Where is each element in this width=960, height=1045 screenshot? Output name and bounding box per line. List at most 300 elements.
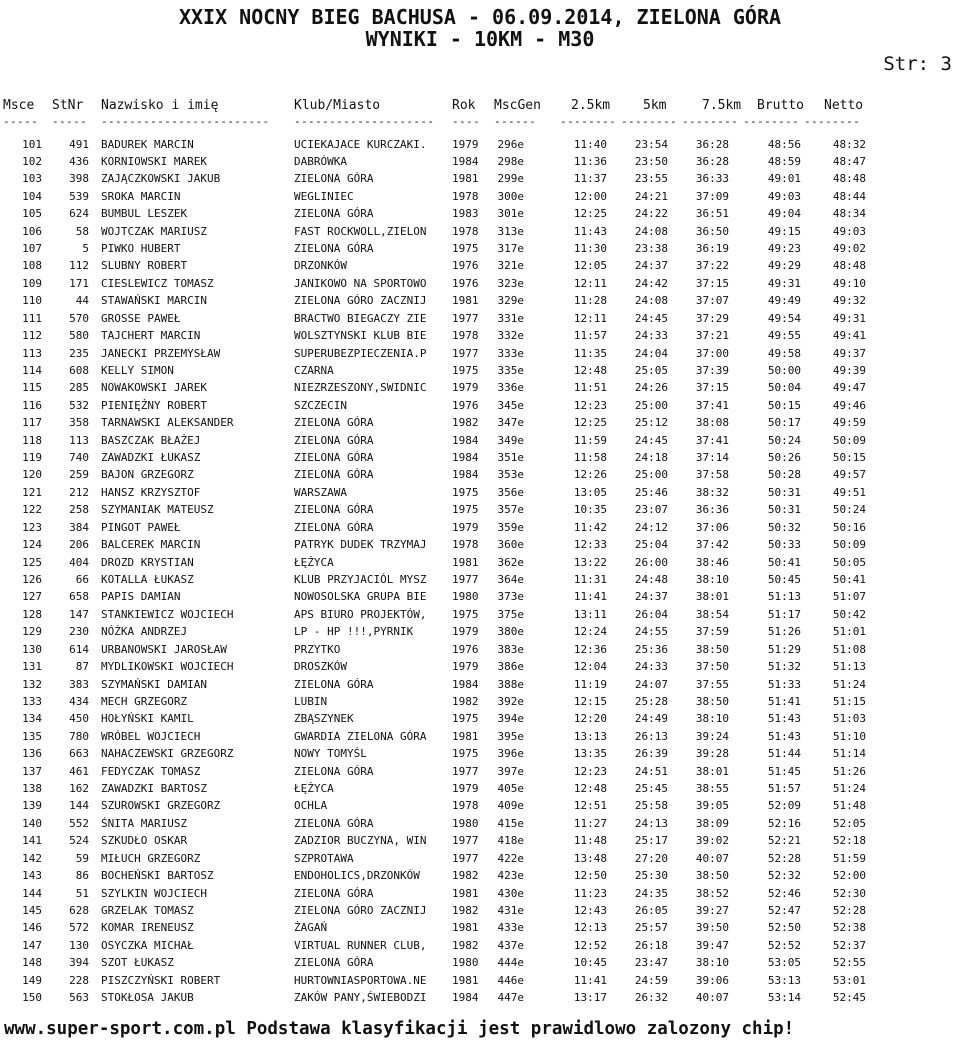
table-row — [0, 728, 960, 745]
cell-split-2-5km: 12:48 — [573, 363, 607, 377]
cell-name: PISZCZYŃSKI ROBERT — [101, 973, 221, 987]
cell-name: OSYCZKA MICHAŁ — [101, 938, 194, 952]
cell-netto: 49:39 — [832, 363, 866, 377]
cell-split-2-5km: 13:05 — [573, 485, 607, 499]
cell-year: 1981 — [452, 555, 479, 569]
cell-mscgen: 433e — [497, 921, 524, 935]
cell-mscgen: 430e — [497, 886, 524, 900]
cell-club: ZIELONA GÓRA — [294, 956, 374, 970]
cell-club: NOWOSOLSKA GRUPA BIE — [294, 590, 427, 604]
cell-mscgen: 437e — [497, 938, 524, 952]
cell-split-7-5km: 37:21 — [695, 329, 729, 343]
cell-name: ZAJĄCZKOWSKI JAKUB — [101, 172, 221, 186]
table-row — [0, 641, 960, 658]
cell-name: PIWKO HUBERT — [101, 242, 181, 256]
cell-bib: 614 — [69, 642, 89, 656]
cell-brutto: 52:32 — [767, 869, 801, 883]
cell-split-5km: 25:17 — [634, 834, 668, 848]
cell-split-5km: 23:54 — [634, 137, 668, 151]
cell-netto: 52:30 — [832, 886, 866, 900]
cell-year: 1975 — [452, 242, 479, 256]
cell-split-7-5km: 37:59 — [695, 625, 729, 639]
cell-netto: 48:32 — [832, 137, 866, 151]
table-row — [0, 972, 960, 989]
cell-split-2-5km: 12:51 — [573, 799, 607, 813]
col-mscgen: MscGen — [494, 98, 541, 113]
cell-year: 1977 — [452, 573, 479, 586]
cell-brutto: 51:45 — [767, 764, 801, 778]
cell-bib: 398 — [69, 172, 89, 186]
cell-club: APS BIURO PROJEKTÓW, — [294, 607, 427, 621]
cell-split-7-5km: 38:10 — [695, 712, 729, 726]
cell-year: 1975 — [452, 503, 479, 517]
cell-split-5km: 23:38 — [634, 242, 668, 256]
cell-split-2-5km: 13:11 — [573, 607, 607, 621]
cell-club: ZIELONA GÓRA — [294, 433, 374, 447]
cell-place: 144 — [22, 886, 42, 900]
col-5km: 5km — [643, 98, 667, 113]
cell-netto: 49:59 — [832, 416, 866, 430]
cell-netto: 50:05 — [832, 555, 866, 569]
table-row — [0, 292, 960, 309]
cell-netto: 52:00 — [832, 869, 866, 883]
cell-brutto: 53:14 — [767, 991, 801, 1005]
cell-place: 146 — [22, 921, 42, 935]
cell-mscgen: 359e — [497, 520, 524, 534]
cell-split-2-5km: 11:27 — [573, 816, 607, 830]
cell-name: MECH GRZEGORZ — [101, 694, 188, 708]
cell-split-5km: 24:07 — [634, 677, 668, 691]
cell-netto: 48:34 — [832, 207, 866, 221]
cell-split-5km: 24:18 — [634, 451, 668, 465]
cell-mscgen: 296e — [497, 137, 524, 151]
cell-mscgen: 360e — [497, 538, 524, 552]
table-row — [0, 780, 960, 797]
cell-brutto: 53:13 — [767, 973, 801, 987]
cell-split-5km: 25:05 — [634, 363, 668, 377]
cell-split-2-5km: 12:25 — [573, 416, 607, 430]
cell-year: 1976 — [452, 398, 479, 412]
cell-place: 135 — [22, 729, 42, 743]
cell-name: PIENIĘŻNY ROBERT — [101, 398, 207, 412]
cell-bib: 624 — [69, 207, 89, 221]
cell-split-2-5km: 11:28 — [573, 294, 607, 308]
cell-split-5km: 24:13 — [634, 816, 668, 830]
cell-club: NIEZRZESZONY,SWIDNIC — [294, 381, 427, 395]
cell-split-5km: 24:26 — [634, 381, 668, 395]
cell-brutto: 48:59 — [767, 154, 801, 168]
cell-brutto: 50:45 — [767, 573, 801, 586]
cell-brutto: 49:55 — [767, 329, 801, 343]
cell-split-5km: 24:59 — [634, 973, 668, 987]
cell-split-7-5km: 39:05 — [695, 799, 729, 813]
cell-club: ZIELONA GÓRA — [294, 416, 374, 430]
cell-netto: 48:48 — [832, 172, 866, 186]
cell-place: 126 — [22, 573, 42, 586]
cell-name: ZAWADZKI ŁUKASZ — [101, 451, 201, 465]
cell-split-7-5km: 37:09 — [695, 189, 729, 203]
cell-split-5km: 24:22 — [634, 207, 668, 221]
cell-brutto: 49:01 — [767, 172, 801, 186]
cell-mscgen: 422e — [497, 851, 524, 865]
cell-split-5km: 25:30 — [634, 869, 668, 883]
cell-year: 1981 — [452, 921, 479, 935]
cell-split-2-5km: 12:36 — [573, 642, 607, 656]
cell-year: 1978 — [452, 799, 479, 813]
table-row — [0, 223, 960, 240]
table-row — [0, 188, 960, 205]
cell-netto: 48:44 — [832, 189, 866, 203]
cell-split-7-5km: 37:15 — [695, 276, 729, 290]
cell-split-2-5km: 11:37 — [573, 172, 607, 186]
cell-year: 1981 — [452, 729, 479, 743]
cell-split-5km: 24:08 — [634, 224, 668, 238]
cell-club: NOWY TOMYŚL — [294, 747, 367, 761]
cell-split-5km: 24:37 — [634, 259, 668, 273]
cell-place: 104 — [22, 189, 42, 203]
table-row — [0, 466, 960, 483]
cell-split-7-5km: 37:50 — [695, 660, 729, 674]
cell-bib: 206 — [69, 538, 89, 552]
cell-split-5km: 25:45 — [634, 782, 668, 796]
cell-netto: 52:45 — [832, 991, 866, 1005]
table-row — [0, 136, 960, 153]
cell-year: 1975 — [452, 363, 479, 377]
cell-split-7-5km: 37:41 — [695, 433, 729, 447]
cell-netto: 49:37 — [832, 346, 866, 360]
cell-bib: 5 — [82, 242, 89, 256]
cell-place: 117 — [22, 416, 42, 430]
cell-club: ŁĘŻYCA — [294, 782, 334, 796]
cell-split-5km: 24:42 — [634, 276, 668, 290]
cell-name: NAHACZEWSKI GRZEGORZ — [101, 747, 234, 761]
cell-netto: 51:24 — [832, 782, 866, 796]
cell-split-5km: 24:21 — [634, 189, 668, 203]
cell-brutto: 49:54 — [767, 311, 801, 325]
cell-place: 150 — [22, 991, 42, 1005]
cell-place: 118 — [22, 433, 42, 447]
cell-mscgen: 336e — [497, 381, 524, 395]
cell-mscgen: 396e — [497, 747, 524, 761]
cell-split-7-5km: 39:47 — [695, 938, 729, 952]
cell-bib: 66 — [75, 573, 89, 586]
cell-bib: 113 — [69, 433, 89, 447]
cell-place: 136 — [22, 747, 42, 761]
cell-mscgen: 386e — [497, 660, 524, 674]
cell-brutto: 49:49 — [767, 294, 801, 308]
cell-netto: 50:42 — [832, 607, 866, 621]
cell-club: ZIELONA GÓRA — [294, 764, 374, 778]
cell-brutto: 49:23 — [767, 242, 801, 256]
cell-split-5km: 23:07 — [634, 503, 668, 517]
cell-name: KELLY SIMON — [101, 363, 174, 377]
cell-mscgen: 299e — [497, 172, 524, 186]
cell-split-7-5km: 38:54 — [695, 607, 729, 621]
table-row — [0, 989, 960, 1006]
cell-place: 128 — [22, 607, 42, 621]
cell-netto: 48:48 — [832, 259, 866, 273]
table-row — [0, 432, 960, 449]
cell-year: 1983 — [452, 207, 479, 221]
cell-netto: 49:32 — [832, 294, 866, 308]
cell-name: PAPIS DAMIAN — [101, 590, 181, 604]
cell-split-5km: 24:45 — [634, 433, 668, 447]
cell-name: TARNAWSKI ALEKSANDER — [101, 416, 234, 430]
cell-netto: 49:02 — [832, 242, 866, 256]
cell-brutto: 51:33 — [767, 677, 801, 691]
cell-split-2-5km: 11:57 — [573, 329, 607, 343]
cell-place: 119 — [22, 451, 42, 465]
table-row — [0, 745, 960, 762]
cell-mscgen: 313e — [497, 224, 524, 238]
cell-split-2-5km: 11:40 — [573, 137, 607, 151]
cell-name: BAJON GRZEGORZ — [101, 468, 194, 482]
cell-brutto: 51:32 — [767, 660, 801, 674]
cell-brutto: 50:17 — [767, 416, 801, 430]
cell-year: 1984 — [452, 468, 479, 482]
cell-bib: 663 — [69, 747, 89, 761]
cell-year: 1982 — [452, 416, 479, 430]
cell-split-2-5km: 12:23 — [573, 764, 607, 778]
col-netto: Netto — [824, 98, 864, 113]
cell-split-7-5km: 38:08 — [695, 416, 729, 430]
cell-name: BUMBUL LESZEK — [101, 207, 188, 221]
divider-name: ------------------------ — [101, 115, 270, 128]
cell-brutto: 51:57 — [767, 782, 801, 796]
cell-place: 133 — [22, 694, 42, 708]
cell-place: 102 — [22, 154, 42, 168]
cell-name: SLUBNY ROBERT — [101, 259, 188, 273]
cell-split-7-5km: 40:07 — [695, 851, 729, 865]
cell-netto: 52:55 — [832, 956, 866, 970]
cell-place: 121 — [22, 485, 42, 499]
cell-mscgen: 332e — [497, 329, 524, 343]
cell-year: 1982 — [452, 869, 479, 883]
table-row — [0, 536, 960, 553]
cell-split-2-5km: 11:43 — [573, 224, 607, 238]
cell-netto: 49:03 — [832, 224, 866, 238]
cell-bib: 608 — [69, 363, 89, 377]
cell-club: KLUB PRZYJACIÓL MYSZ — [294, 573, 427, 586]
cell-bib: 434 — [69, 694, 89, 708]
cell-split-7-5km: 39:27 — [695, 903, 729, 917]
cell-netto: 51:08 — [832, 642, 866, 656]
cell-name: ZAWADZKI BARTOSZ — [101, 782, 207, 796]
cell-split-7-5km: 37:22 — [695, 259, 729, 273]
table-row — [0, 658, 960, 675]
cell-year: 1984 — [452, 451, 479, 465]
table-row — [0, 815, 960, 832]
cell-bib: 87 — [75, 660, 89, 674]
table-row — [0, 797, 960, 814]
cell-split-7-5km: 39:02 — [695, 834, 729, 848]
cell-split-5km: 24:55 — [634, 625, 668, 639]
cell-place: 131 — [22, 660, 42, 674]
cell-club: PRZYTKO — [294, 642, 341, 656]
cell-mscgen: 335e — [497, 363, 524, 377]
cell-year: 1977 — [452, 851, 479, 865]
cell-mscgen: 397e — [497, 764, 524, 778]
table-row — [0, 275, 960, 292]
cell-split-5km: 24:04 — [634, 346, 668, 360]
cell-netto: 49:51 — [832, 485, 866, 499]
cell-place: 110 — [22, 294, 42, 308]
divider-brutto: -------- — [743, 115, 800, 128]
cell-split-5km: 23:47 — [634, 956, 668, 970]
cell-club: ZIELONA GÓRA — [294, 886, 374, 900]
cell-split-2-5km: 12:52 — [573, 938, 607, 952]
cell-bib: 740 — [69, 451, 89, 465]
results-title: XXIX NOCNY BIEG BACHUSA - 06.09.2014, ZIELONA GÓRA — [178, 5, 782, 29]
cell-name: BASZCZAK BŁAŻEJ — [101, 433, 201, 447]
cell-place: 114 — [22, 363, 42, 377]
cell-bib: 552 — [69, 816, 89, 830]
cell-name: BOCHEŃSKI BARTOSZ — [101, 869, 214, 883]
table-row — [0, 484, 960, 501]
table-row — [0, 310, 960, 327]
cell-split-7-5km: 37:41 — [695, 398, 729, 412]
cell-bib: 285 — [69, 381, 89, 395]
cell-mscgen: 347e — [497, 416, 524, 430]
cell-name: SZYMAŃSKI DAMIAN — [101, 677, 207, 691]
cell-split-5km: 25:28 — [634, 694, 668, 708]
cell-bib: 450 — [69, 712, 89, 726]
cell-split-2-5km: 13:35 — [573, 747, 607, 761]
cell-club: WOLSZTYNSKI KLUB BIE — [294, 329, 427, 343]
cell-year: 1977 — [452, 346, 479, 360]
cell-split-7-5km: 36:19 — [695, 242, 729, 256]
cell-brutto: 50:28 — [767, 468, 801, 482]
cell-place: 148 — [22, 956, 42, 970]
cell-place: 149 — [22, 973, 42, 987]
cell-year: 1982 — [452, 903, 479, 917]
cell-club: OCHLA — [294, 799, 328, 813]
cell-mscgen: 298e — [497, 154, 524, 168]
cell-club: PATRYK DUDEK TRZYMAJ — [294, 538, 427, 552]
cell-mscgen: 323e — [497, 276, 524, 290]
cell-netto: 51:15 — [832, 694, 866, 708]
cell-split-7-5km: 38:10 — [695, 956, 729, 970]
cell-netto: 53:01 — [832, 973, 866, 987]
cell-year: 1978 — [452, 224, 479, 238]
cell-split-2-5km: 12:15 — [573, 694, 607, 708]
cell-split-5km: 26:00 — [634, 555, 668, 569]
divider-rok: ---- — [452, 115, 481, 128]
cell-split-5km: 24:45 — [634, 311, 668, 325]
cell-mscgen: 333e — [497, 346, 524, 360]
table-row — [0, 327, 960, 344]
cell-split-7-5km: 37:42 — [695, 538, 729, 552]
cell-split-2-5km: 12:43 — [573, 903, 607, 917]
cell-club: WEGLINIEC — [294, 189, 354, 203]
cell-club: BRACTWO BIEGACZY ZIE — [294, 311, 427, 325]
cell-bib: 383 — [69, 677, 89, 691]
cell-bib: 384 — [69, 520, 89, 534]
col-brutto: Brutto — [757, 98, 804, 113]
table-row — [0, 832, 960, 849]
cell-netto: 50:15 — [832, 451, 866, 465]
cell-bib: 358 — [69, 416, 89, 430]
cell-club: ZIELONA GÓRA — [294, 677, 374, 691]
cell-place: 123 — [22, 520, 42, 534]
cell-split-7-5km: 37:58 — [695, 468, 729, 482]
cell-split-5km: 24:33 — [634, 329, 668, 343]
cell-place: 127 — [22, 590, 42, 604]
table-row — [0, 379, 960, 396]
cell-split-2-5km: 10:35 — [573, 503, 607, 517]
cell-year: 1979 — [452, 137, 479, 151]
cell-name: GRZELAK TOMASZ — [101, 903, 194, 917]
table-row — [0, 937, 960, 954]
cell-place: 141 — [22, 834, 42, 848]
cell-netto: 49:41 — [832, 329, 866, 343]
col-club: Klub/Miasto — [294, 98, 381, 113]
cell-bib: 44 — [75, 294, 89, 308]
cell-club: ZADZIOR BUCZYNA, WIN — [294, 834, 427, 848]
cell-club: HURTOWNIASPORTOWA.NE — [294, 973, 427, 987]
cell-mscgen: 409e — [497, 799, 524, 813]
cell-split-2-5km: 11:59 — [573, 433, 607, 447]
cell-mscgen: 415e — [497, 816, 524, 830]
cell-name: SZOT ŁUKASZ — [101, 956, 174, 970]
cell-split-5km: 24:33 — [634, 660, 668, 674]
cell-brutto: 50:31 — [767, 503, 801, 517]
table-row — [0, 867, 960, 884]
cell-club: ZIELONA GÓRO ZACZNIJ — [294, 294, 427, 308]
cell-split-5km: 25:00 — [634, 398, 668, 412]
table-row — [0, 414, 960, 431]
cell-club: DABRÓWKA — [294, 154, 347, 168]
cell-split-2-5km: 11:58 — [573, 451, 607, 465]
cell-brutto: 51:26 — [767, 625, 801, 639]
cell-split-7-5km: 37:39 — [695, 363, 729, 377]
cell-year: 1979 — [452, 782, 479, 796]
cell-mscgen: 446e — [497, 973, 524, 987]
divider-msce: ----- — [3, 115, 39, 128]
cell-club: SZPROTAWA — [294, 851, 354, 865]
cell-name: NOWAKOWSKI JAREK — [101, 381, 207, 395]
cell-name: STOKŁOSA JAKUB — [101, 991, 194, 1005]
cell-split-7-5km: 36:50 — [695, 224, 729, 238]
cell-split-2-5km: 11:36 — [573, 154, 607, 168]
table-row — [0, 902, 960, 919]
cell-split-2-5km: 12:50 — [573, 869, 607, 883]
cell-year: 1984 — [452, 677, 479, 691]
cell-mscgen: 444e — [497, 956, 524, 970]
cell-name: MYDLIKOWSKI WOJCIECH — [101, 660, 234, 674]
cell-mscgen: 345e — [497, 398, 524, 412]
cell-name: DROZD KRYSTIAN — [101, 555, 194, 569]
cell-bib: 235 — [69, 346, 89, 360]
cell-netto: 49:31 — [832, 311, 866, 325]
cell-name: HOŁYŃSKI KAMIL — [101, 712, 194, 726]
cell-place: 142 — [22, 851, 42, 865]
cell-name: SZYLKIN WOJCIECH — [101, 886, 207, 900]
cell-name: JANECKI PRZEMYSŁAW — [101, 346, 221, 360]
cell-name: WRÓBEL WOJCIECH — [101, 729, 201, 743]
cell-split-7-5km: 39:06 — [695, 973, 729, 987]
cell-split-7-5km: 38:01 — [695, 590, 729, 604]
cell-netto: 50:16 — [832, 520, 866, 534]
table-row — [0, 362, 960, 379]
cell-split-7-5km: 37:15 — [695, 381, 729, 395]
cell-split-5km: 25:46 — [634, 485, 668, 499]
cell-place: 137 — [22, 764, 42, 778]
cell-name: SZYMANIAK MATEUSZ — [101, 503, 214, 517]
cell-place: 120 — [22, 468, 42, 482]
table-header — [0, 98, 960, 115]
cell-bib: 51 — [75, 886, 89, 900]
